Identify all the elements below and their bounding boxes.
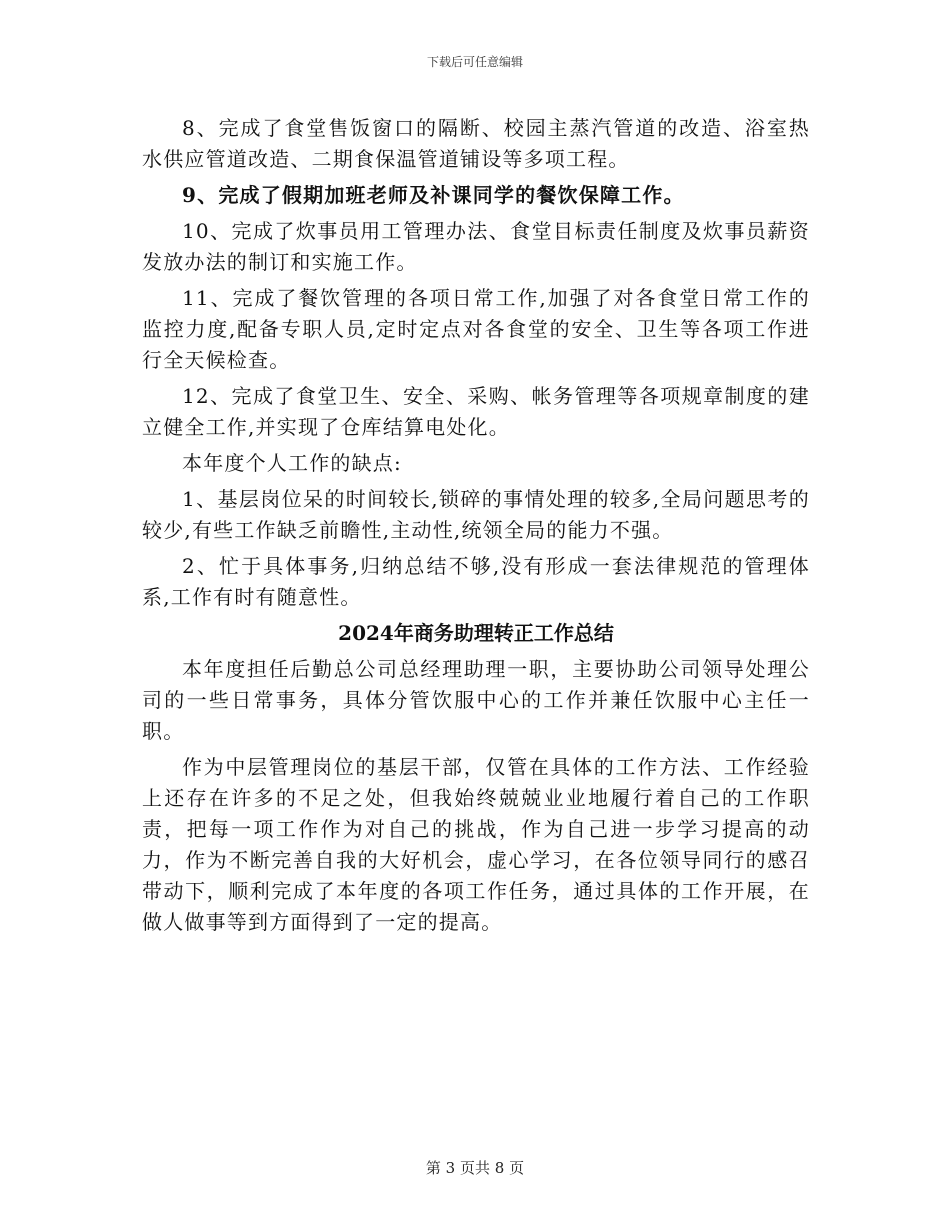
shortcoming-item-2: 2、忙于具体事务,归纳总结不够,没有形成一套法律规范的管理体系,工作有时有随意性。 [142,554,810,609]
shortcomings-heading: 本年度个人工作的缺点: [182,451,402,475]
section-title: 2024年商务助理转正工作总结 [338,621,614,645]
paragraph-item-11: 11、完成了餐饮管理的各项日常工作,加强了对各食堂日常工作的监控力度,配备专职人员,定时定点对各食堂的安全、卫生等各项工作进行全天候检查。 [142,286,810,372]
paragraph-item-9: 9、完成了假期加班老师及补课同学的餐饮保障工作。 [182,183,685,207]
section-paragraph-2: 作为中层管理岗位的基层干部，仅管在具体的工作方法、工作经验上还存在许多的不足之处，但我始终兢兢业业地履行着自己的工作职责，把每一项工作作为对自己的挑战，作为自己进一步学习提高的动力，作为不断完善自我的大好机会，虚心学习，在各位领导同行的感召带动下，顺利完成了本年度的各项工作任务，通过具体的工作开展，在做人做事等到方面得到了一定的提高。 [142,755,810,934]
page-footer: 第 3 页共 8 页 [425,1159,525,1177]
page-header: 下载后可任意编辑 [426,55,523,69]
paragraph-item-12: 12、完成了食堂卫生、安全、采购、帐务管理等各项规章制度的建立健全工作,并实现了仓库结算电处化。 [142,384,810,439]
document-body [142,113,810,943]
paragraph-item-10: 10、完成了炊事员用工管理办法、食堂目标责任制度及炊事员薪资发放办法的制订和实施工作。 [142,219,810,274]
paragraph-item-8: 8、完成了食堂售饭窗口的隔断、校园主蒸汽管道的改造、浴室热水供应管道改造、二期食保温管道铺设等多项工程。 [142,116,810,171]
shortcoming-item-1: 1、基层岗位呆的时间较长,锁碎的事情处理的较多,全局问题思考的较少,有些工作缺乏前瞻性,主动性,统领全局的能力不强。 [142,487,810,542]
section-paragraph-1: 本年度担任后勤总公司总经理助理一职，主要协助公司领导处理公司的一些日常事务，具体分管饮服中心的工作并兼任饮服中心主任一职。 [142,657,810,743]
